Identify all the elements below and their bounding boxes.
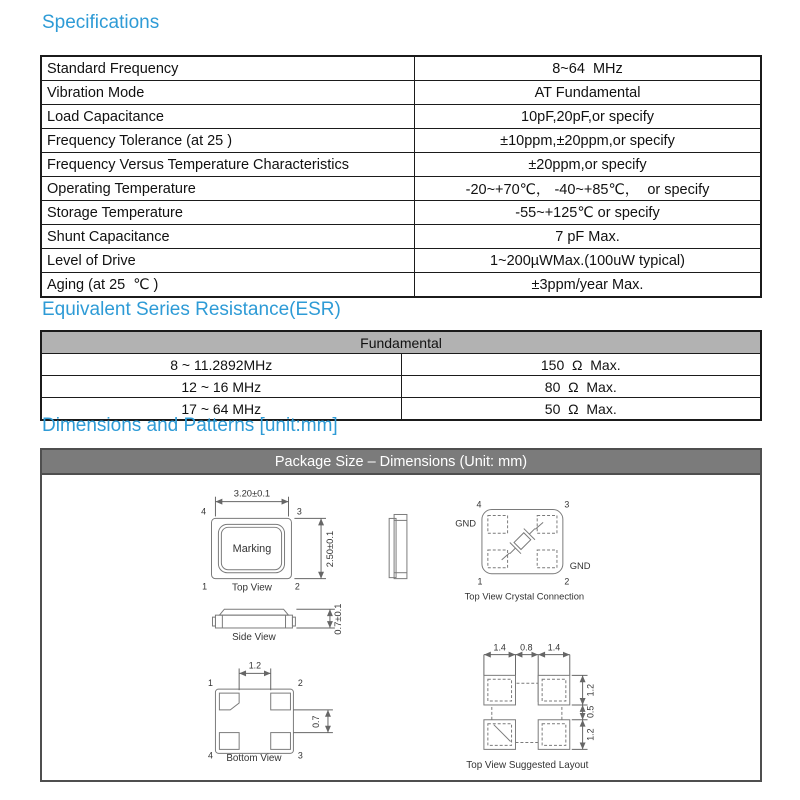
side-view-caption: Side View (232, 631, 276, 643)
spec-value: -20~+70℃， -40~+85℃， or specify (415, 177, 762, 201)
table-row (41, 105, 761, 129)
pin-number: 2 (294, 581, 300, 592)
bottom-view-caption: Bottom View (226, 753, 282, 765)
table-row (41, 354, 761, 376)
spec-value: AT Fundamental (415, 81, 762, 105)
esr-range: 12 ~ 16 MHz (41, 376, 401, 398)
layout-dim: 0.8 (520, 642, 533, 653)
layout-dim: 1.2 (585, 683, 596, 697)
esr-table (40, 330, 762, 421)
table-row (41, 56, 761, 81)
layout-dim: 1.4 (547, 642, 561, 653)
spec-value: ±10ppm,±20ppm,or specify (415, 129, 762, 153)
pin-number: 4 (208, 750, 213, 761)
table-row (41, 129, 761, 153)
pin-number: 2 (297, 678, 303, 689)
spec-label: Level of Drive (41, 249, 415, 273)
table-row (41, 225, 761, 249)
spec-value: ±3ppm/year Max. (415, 273, 762, 298)
top-view-width-dim: 3.20±0.1 (233, 488, 271, 499)
suggested-layout-drawing (466, 643, 595, 771)
table-row (41, 177, 761, 201)
spec-label: Frequency Tolerance (at 25 ) (41, 129, 415, 153)
marking-label: Marking (232, 542, 272, 555)
esr-value: 50 Ω Max. (401, 398, 761, 421)
spec-value: 10pF,20pF,or specify (415, 105, 762, 129)
end-view-drawing (389, 514, 407, 578)
spec-label: Standard Frequency (41, 56, 415, 81)
esr-value: 150 Ω Max. (401, 354, 761, 376)
top-view-height-dim: 2.50±0.1 (324, 530, 335, 568)
gnd-label: GND (569, 560, 591, 571)
esr-range: 8 ~ 11.2892MHz (41, 354, 401, 376)
pin-number: 1 (202, 581, 208, 592)
spec-label: Vibration Mode (41, 81, 415, 105)
spec-label: Operating Temperature (41, 177, 415, 201)
pin-number: 3 (297, 750, 303, 761)
crystal-symbol (504, 523, 540, 559)
spec-value: -55~+125℃ or specify (415, 201, 762, 225)
esr-header: Fundamental (41, 331, 761, 354)
table-row (41, 201, 761, 225)
side-view-drawing (212, 604, 342, 643)
table-row (41, 249, 761, 273)
esr-range: 17 ~ 64 MHz (41, 398, 401, 421)
spec-value: ±20ppm,or specify (415, 153, 762, 177)
pin-number: 3 (296, 506, 302, 517)
pin-number: 1 (477, 576, 483, 587)
bottom-view-drawing (208, 660, 333, 764)
spec-label: Aging (at 25 ℃ ) (41, 273, 415, 298)
dimensions-drawing (42, 475, 760, 778)
pin-number: 3 (564, 499, 570, 510)
panel-body (40, 475, 762, 782)
pin-number: 4 (201, 506, 207, 517)
table-row (41, 331, 761, 354)
side-view-height-dim: 0.7±0.1 (332, 603, 343, 635)
layout-dim: 1.2 (585, 728, 596, 741)
page-title-esr: Equivalent Series Resistance(ESR) (42, 299, 341, 320)
top-view-drawing (201, 489, 335, 594)
suggested-layout-caption: Top View Suggested Layout (466, 760, 589, 772)
layout-dim: 1.4 (493, 642, 506, 653)
spec-value: 7 pF Max. (415, 225, 762, 249)
layout-dim: 0.5 (585, 705, 596, 719)
page-title-dimensions: Dimensions and Patterns [unit:mm] (42, 415, 338, 436)
spec-label: Frequency Versus Temperature Characteristics (41, 153, 415, 177)
spec-value: 1~200µWMax.(100uW typical) (415, 249, 762, 273)
crystal-connection-caption: Top View Crystal Connection (464, 591, 585, 602)
table-row (41, 153, 761, 177)
spec-label: Storage Temperature (41, 201, 415, 225)
package-dimensions-panel (40, 448, 762, 782)
gnd-label: GND (455, 518, 477, 529)
table-row (41, 273, 761, 298)
esr-value: 80 Ω Max. (401, 376, 761, 398)
bottom-view-pad-gap-dim: 0.7 (311, 715, 322, 728)
pin-number: 1 (208, 678, 213, 689)
pin-number: 4 (476, 499, 482, 510)
panel-title: Package Size – Dimensions (Unit: mm) (40, 448, 762, 475)
table-row (41, 81, 761, 105)
table-row (41, 376, 761, 398)
bottom-view-gap-dim: 1.2 (248, 660, 262, 671)
specifications-table (40, 55, 762, 298)
crystal-connection-drawing (455, 500, 591, 602)
spec-value: 8~64 MHz (415, 56, 762, 81)
spec-label: Load Capacitance (41, 105, 415, 129)
top-view-caption: Top View (232, 582, 272, 594)
page-title-specifications: Specifications (42, 12, 160, 33)
spec-label: Shunt Capacitance (41, 225, 415, 249)
pin-number: 2 (564, 576, 570, 587)
